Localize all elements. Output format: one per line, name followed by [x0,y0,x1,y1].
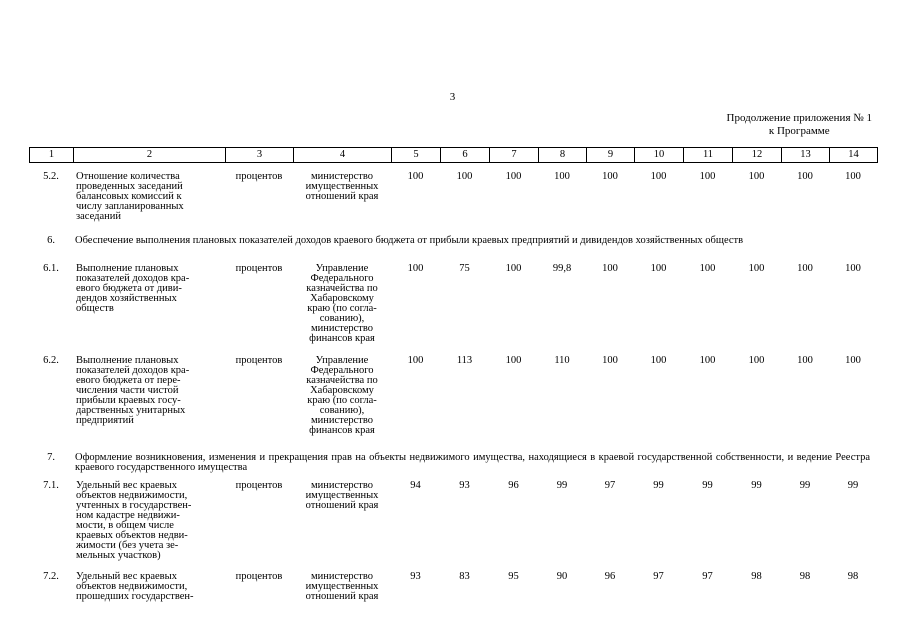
value-col-9: 100 [602,171,618,182]
value-col-14: 100 [845,355,861,366]
header-col-10: 10 [635,148,684,163]
value-col-12: 100 [748,263,765,274]
value-col-10: 97 [653,571,664,582]
value-col-6: 75 [459,263,470,274]
header-col-12: 12 [733,148,782,163]
value-col-12: 100 [748,355,765,366]
unit: процентов [235,355,283,366]
column-number-header [29,147,878,163]
value-col-6: 100 [456,171,473,182]
value-col-14: 99 [847,480,859,491]
value-col-5: 100 [407,263,424,274]
indicator-name: Выполнение плановых показателей доходов кра- евого бюджета от пере- числения части чистой прибыли краевых госу- дарственных унитарных предприятий [76,355,190,426]
section-number: 6. [47,235,55,246]
value-col-6: 113 [456,355,473,366]
value-col-11: 97 [702,571,713,582]
section-title: Оформление возникновения, изменения и прекращения прав на объекты недвижимого имущества, находящиеся в краевой государственной собственности, и ведение Реестра краевого государственного имущества [75,452,870,473]
value-col-11: 100 [699,263,716,274]
value-col-14: 100 [845,171,861,182]
unit: процентов [235,263,283,274]
value-col-9: 97 [604,480,616,491]
value-col-10: 100 [650,171,667,182]
value-col-8: 100 [554,171,570,182]
unit: процентов [235,571,283,582]
unit: процентов [235,480,283,491]
value-col-10: 99 [653,480,664,491]
value-col-5: 93 [410,571,421,582]
row-number: 7.1. [43,480,59,491]
value-col-9: 100 [602,355,618,366]
row-number: 5.2. [43,171,59,182]
row-number: 6.2. [43,355,59,366]
value-col-14: 100 [845,263,861,274]
responsible: министерство имущественных отношений края [305,480,379,511]
value-col-12: 100 [748,171,765,182]
value-col-14: 98 [847,571,859,582]
header-col-7: 7 [490,148,539,163]
responsible: министерство имущественных отношений края [305,571,379,602]
page-number: 3 [449,91,456,103]
header-col-5: 5 [392,148,441,163]
value-col-9: 96 [604,571,616,582]
header-col-3: 3 [226,148,294,163]
indicator-name: Удельный вес краевых объектов недвижимости, прошедших государствен- [76,571,194,602]
value-col-7: 100 [505,171,522,182]
value-col-13: 99 [799,480,811,491]
header-col-4: 4 [294,148,392,163]
value-col-7: 100 [505,355,522,366]
header-col-6: 6 [441,148,490,163]
value-col-13: 100 [797,171,813,182]
responsible: Управление Федерального казначейства по Хабаровскому краю (по согла- сованию), министерство финансов края [306,263,378,344]
value-col-10: 100 [650,355,667,366]
value-col-8: 90 [556,571,568,582]
header-col-8: 8 [539,148,587,163]
value-col-5: 100 [407,171,424,182]
value-col-11: 100 [699,171,716,182]
header-col-11: 11 [684,148,733,163]
value-col-8: 110 [554,355,570,366]
value-col-11: 99 [702,480,713,491]
value-col-6: 93 [459,480,470,491]
indicator-name: Отношение количества проведенных заседаний балансовых комиссий к числу запланированных заседаний [76,171,184,222]
responsible: министерство имущественных отношений края [305,171,379,202]
row-number: 6.1. [43,263,59,274]
value-col-9: 100 [602,263,618,274]
unit: процентов [235,171,283,182]
row-number: 7.2. [43,571,59,582]
indicator-name: Выполнение плановых показателей доходов кра- евого бюджета от диви- дендов хозяйственных обществ [76,263,190,314]
value-col-6: 83 [459,571,470,582]
value-col-13: 100 [797,355,813,366]
header-col-13: 13 [782,148,830,163]
caption-line-1: Продолжение приложения № 1 [726,112,872,124]
appendix-caption [727,112,872,138]
indicator-name: Удельный вес краевых объектов недвижимости, учтенных в государствен- ном кадастре недвижи- мости, в общем числе краевых объектов недви- жимости (без учета зе- мельных участков) [76,480,192,561]
value-col-8: 99 [556,480,568,491]
value-col-11: 100 [699,355,716,366]
value-col-5: 94 [410,480,421,491]
header-col-1: 1 [30,148,74,163]
value-col-7: 95 [508,571,519,582]
responsible: Управление Федерального казначейства по Хабаровскому краю (по согла- сованию), министерство финансов края [306,355,378,436]
section-title: Обеспечение выполнения плановых показателей доходов краевого бюджета от прибыли краевых предприятий и дивидендов хозяйственных обществ [75,235,744,246]
value-col-8: 99,8 [552,263,572,274]
header-col-14: 14 [830,148,878,163]
value-col-5: 100 [407,355,424,366]
section-number: 7. [47,452,55,463]
value-col-12: 99 [751,480,762,491]
header-col-2: 2 [74,148,226,163]
caption-line-2: к Программе [768,125,830,137]
value-col-7: 96 [508,480,519,491]
value-col-7: 100 [505,263,522,274]
value-col-13: 100 [797,263,813,274]
value-col-13: 98 [799,571,811,582]
header-col-9: 9 [587,148,635,163]
value-col-10: 100 [650,263,667,274]
value-col-12: 98 [751,571,762,582]
